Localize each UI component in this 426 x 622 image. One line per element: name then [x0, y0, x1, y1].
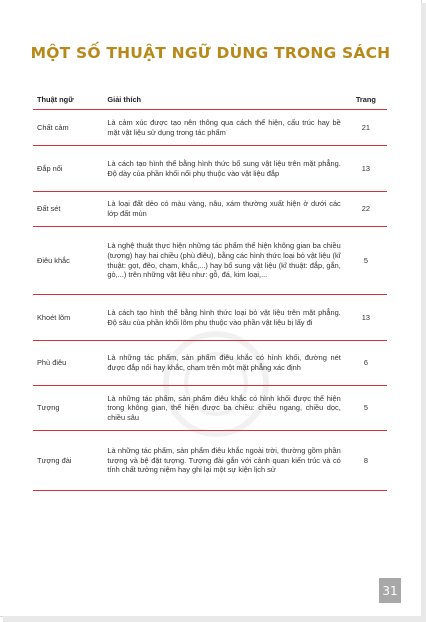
- explanation-cell: Là cách tạo hình thể bằng hình thức loại bỏ vật liệu trên mặt phẳng. Độ sâu của phần khối lõm phụ thuộc vào phần vật liệu bị lấy đi: [103, 295, 344, 341]
- page-shadow-bottom: [3, 616, 426, 622]
- page-cell: 8: [345, 431, 387, 491]
- page-cell: 22: [345, 192, 387, 227]
- page-cell: 21: [345, 110, 387, 146]
- table-row: [33, 386, 387, 431]
- table-row: [33, 192, 387, 227]
- term-cell: Điêu khắc: [33, 227, 103, 295]
- page-shadow-right: [421, 3, 426, 622]
- glossary-table: [33, 90, 387, 491]
- header-explanation: Giải thích: [103, 90, 344, 110]
- page-cell: 5: [345, 386, 387, 431]
- table-row: [33, 295, 387, 341]
- table-row: [33, 227, 387, 295]
- explanation-cell: Là những tác phẩm, sản phẩm điêu khắc có hình khối, đường nét được đắp nổi hay khắc, chạm trên một mặt phẳng xác định: [103, 341, 344, 386]
- term-cell: Tượng: [33, 386, 103, 431]
- explanation-cell: Là nghệ thuật thực hiện những tác phẩm thể hiện không gian ba chiều (tượng) hay hai chiều (phù điêu), bằng các hình thức loại bỏ vật liệu (kĩ thuật: gọt, đẽo, chạm, khắc,...) hay bổ sung vật liệu (kĩ thuật: đắp, gắn, gò,...) trên những vật liệu như: gỗ, đá, kim loại,...: [103, 227, 344, 295]
- term-cell: Phù điêu: [33, 341, 103, 386]
- page-cell: 13: [345, 146, 387, 192]
- page-number-badge: 31: [379, 578, 401, 603]
- explanation-cell: Là cách tạo hình thể bằng hình thức bổ sung vật liệu trên mặt phẳng. Độ dày của phần khối nổi phụ thuộc vào vật liệu đắp: [103, 146, 344, 192]
- table-row: [33, 431, 387, 491]
- page-cell: 13: [345, 295, 387, 341]
- explanation-cell: Là cảm xúc được tạo nên thông qua cách thể hiện, cấu trúc hay bề mặt vật liệu sử dụng trong tác phẩm: [103, 110, 344, 146]
- explanation-cell: Là những tác phẩm, sản phẩm điêu khắc ngoài trời, thường gồm phần tượng và bệ đặt tượng. Tượng đài gắn với cảnh quan kiến trúc và có tính chất tưởng niệm hay ghi lại một sự kiện lịch sử: [103, 431, 344, 491]
- explanation-cell: Là những tác phẩm, sản phẩm điêu khắc có hình khối được thể hiện trong không gian, thể hiện được ba chiều: chiều ngang, chiều dọc, chiều sâu: [103, 386, 344, 431]
- page-title: MỘT SỐ THUẬT NGỮ DÙNG TRONG SÁCH: [30, 44, 391, 62]
- term-cell: Chất cảm: [33, 110, 103, 146]
- header-page: Trang: [345, 90, 387, 110]
- term-cell: Đắp nổi: [33, 146, 103, 192]
- term-cell: Tượng đài: [33, 431, 103, 491]
- table-row: [33, 146, 387, 192]
- table-row: [33, 341, 387, 386]
- table-row: [33, 110, 387, 146]
- term-cell: Đất sét: [33, 192, 103, 227]
- page-cell: 5: [345, 227, 387, 295]
- header-term: Thuật ngữ: [33, 90, 103, 110]
- term-cell: Khoét lõm: [33, 295, 103, 341]
- page-cell: 6: [345, 341, 387, 386]
- table-header-row: [33, 90, 387, 110]
- explanation-cell: Là loại đất dẻo có màu vàng, nâu, xám thường xuất hiện ở dưới các lớp đất mùn: [103, 192, 344, 227]
